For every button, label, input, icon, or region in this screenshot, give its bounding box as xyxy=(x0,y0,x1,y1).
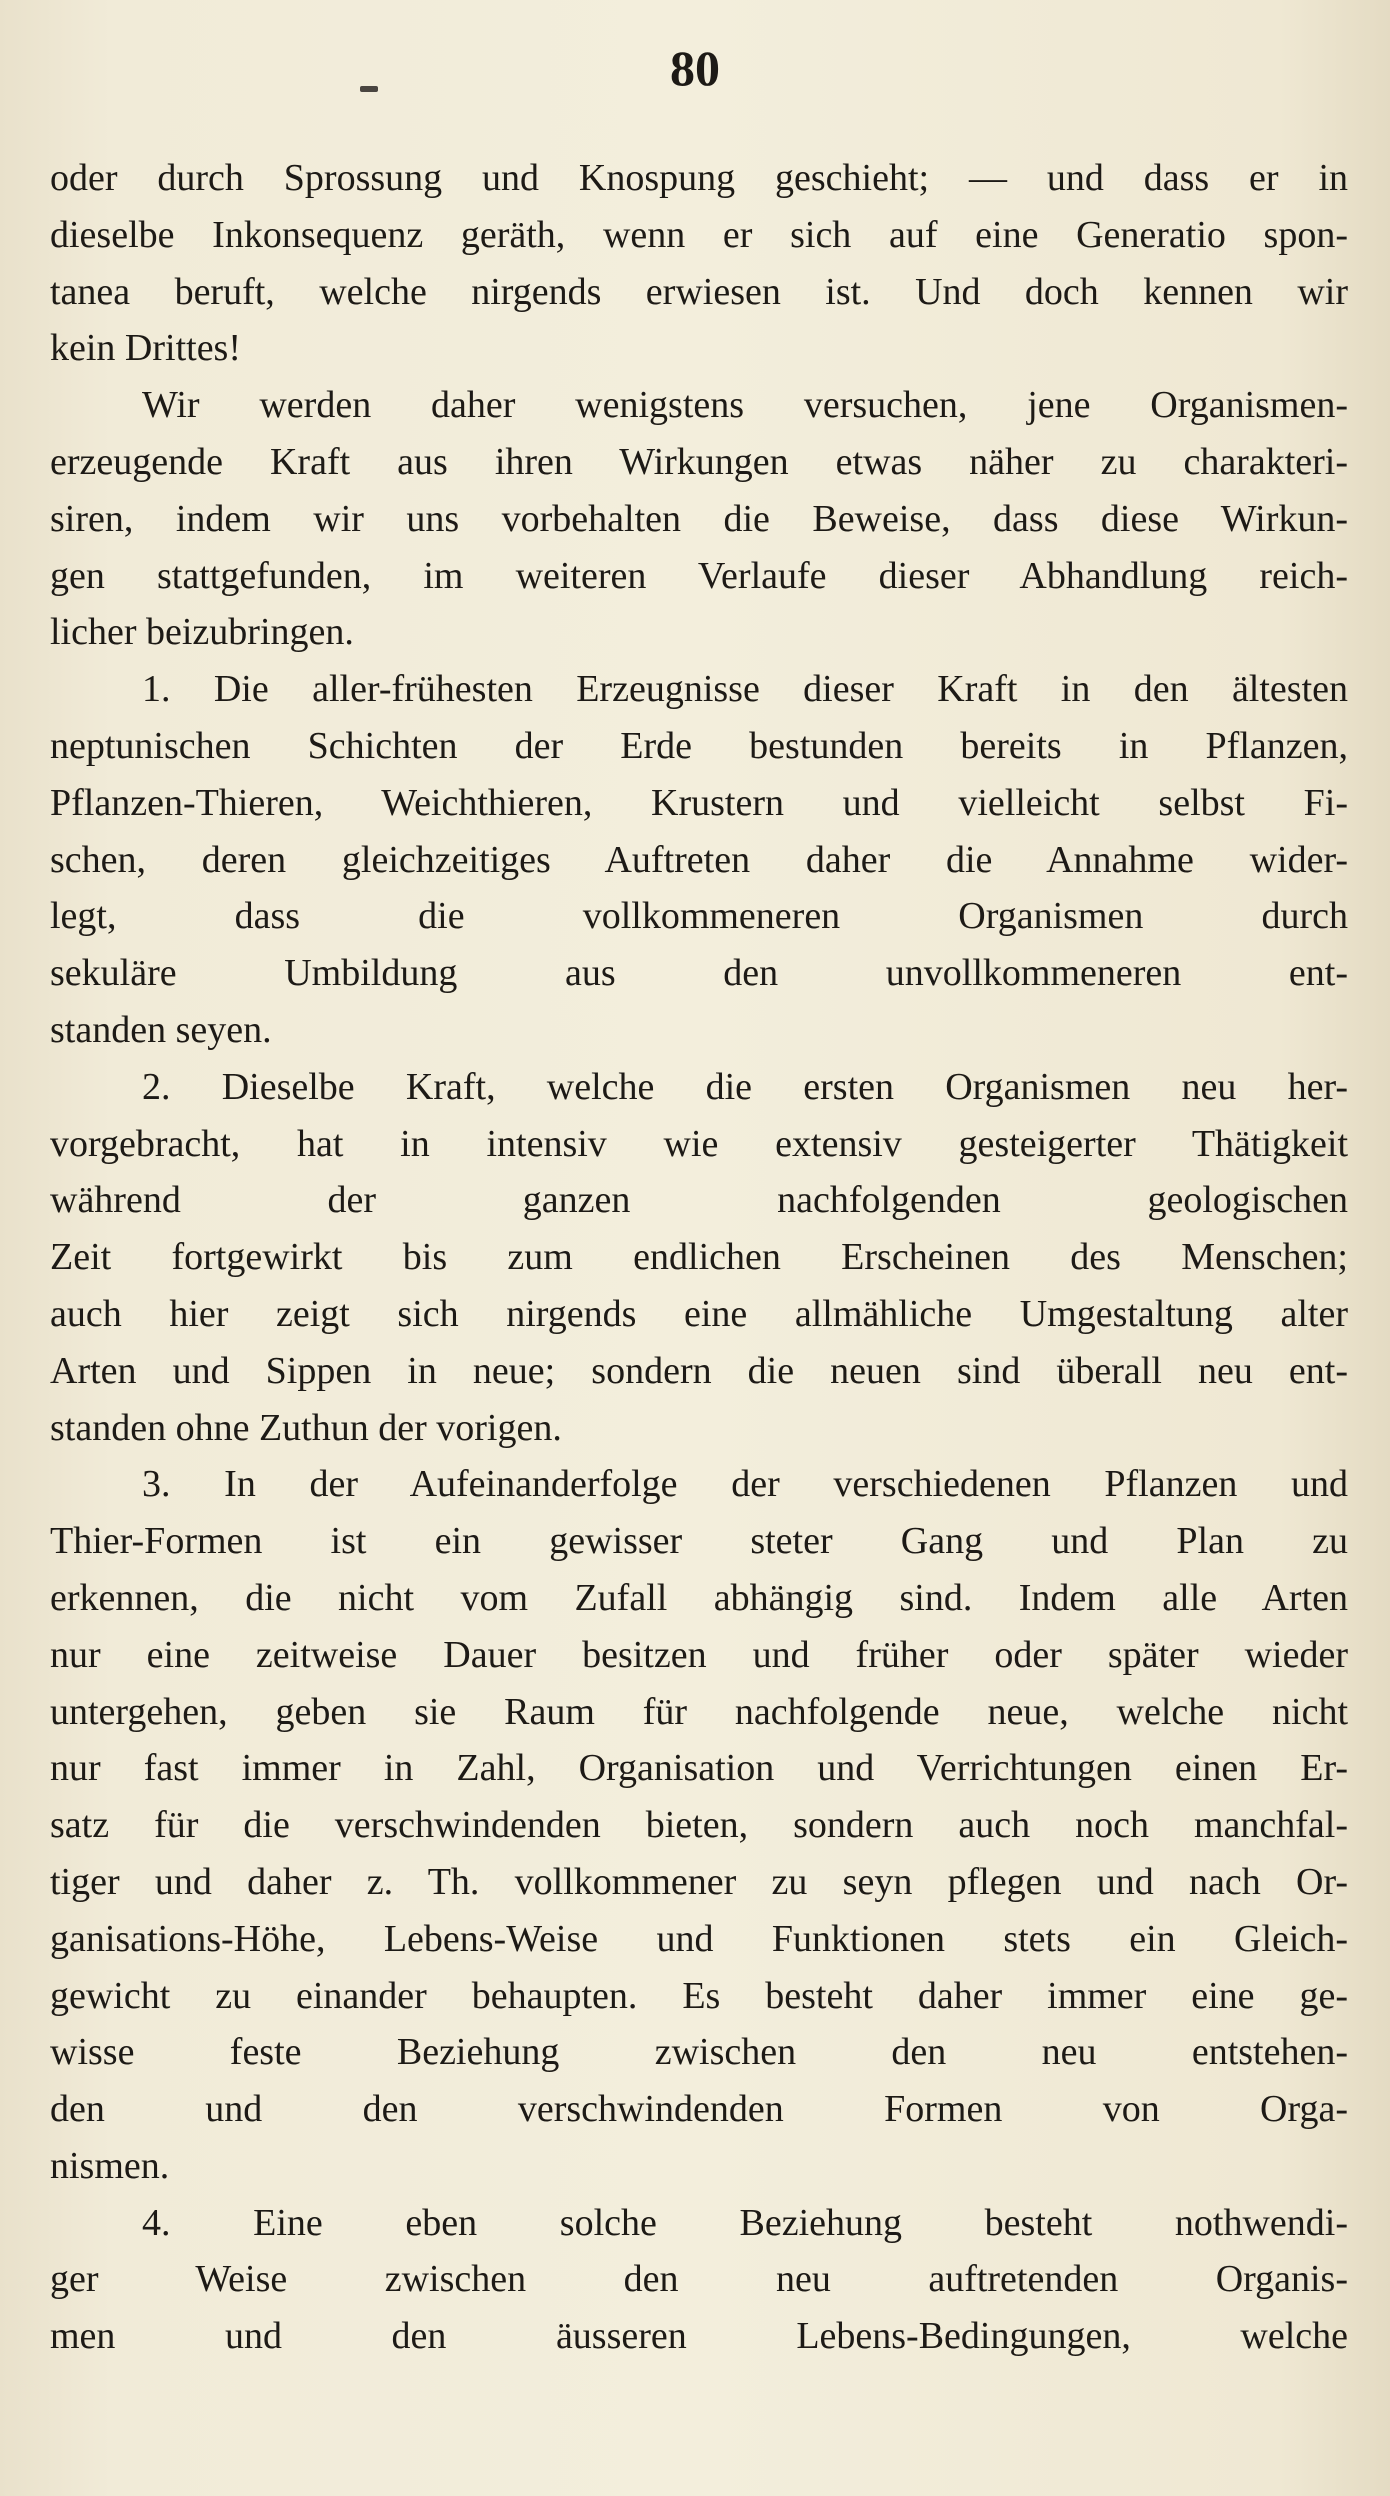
text-line: tiger und daher z. Th. vollkommener zu seyn pflegen und nach Or- xyxy=(50,1860,1348,1903)
text-line: 1. Die aller-frühesten Erzeugnisse dieser Kraft in den ältesten xyxy=(142,668,1348,711)
text-line: Pflanzen-Thieren, Weichthieren, Krustern und vielleicht selbst Fi- xyxy=(50,781,1348,824)
text-line: Zeit fortgewirkt bis zum endlichen Erscheinen des Menschen; xyxy=(50,1236,1348,1279)
body-text xyxy=(50,150,1348,2365)
text-line: dieselbe Inkonsequenz geräth, wenn er sich auf eine Generatio spon- xyxy=(50,213,1348,256)
text-line: wisse feste Beziehung zwischen den neu entstehen- xyxy=(50,2031,1348,2074)
text-line: 2. Dieselbe Kraft, welche die ersten Organismen neu her- xyxy=(142,1065,1348,1108)
text-line: Wir werden daher wenigstens versuchen, jene Organismen- xyxy=(142,384,1348,427)
text-line: ger Weise zwischen den neu auftretenden Organis- xyxy=(50,2258,1348,2301)
text-line: den und den verschwindenden Formen von Orga- xyxy=(50,2088,1348,2131)
text-line: sekuläre Umbildung aus den unvollkommeneren ent- xyxy=(50,952,1348,995)
text-line: licher beizubringen. xyxy=(50,611,354,654)
text-line: standen seyen. xyxy=(50,1008,272,1051)
text-line: nur fast immer in Zahl, Organisation und Verrichtungen einen Er- xyxy=(50,1747,1348,1790)
text-line: 4. Eine eben solche Beziehung besteht nothwendi- xyxy=(142,2201,1348,2244)
text-line: während der ganzen nachfolgenden geologischen xyxy=(50,1179,1348,1222)
text-line: gewicht zu einander behaupten. Es besteht daher immer eine ge- xyxy=(50,1974,1348,2017)
text-line: men und den äusseren Lebens-Bedingungen, welche xyxy=(50,2315,1348,2358)
text-line: legt, dass die vollkommeneren Organismen durch xyxy=(50,895,1348,938)
text-line: Arten und Sippen in neue; sondern die neuen sind überall neu ent- xyxy=(50,1349,1348,1392)
text-line: auch hier zeigt sich nirgends eine allmähliche Umgestaltung alter xyxy=(50,1292,1348,1335)
text-line: tanea beruft, welche nirgends erwiesen ist. Und doch kennen wir xyxy=(50,270,1348,313)
text-line: erkennen, die nicht vom Zufall abhängig sind. Indem alle Arten xyxy=(50,1576,1348,1619)
text-line: ganisations-Höhe, Lebens-Weise und Funktionen stets ein Gleich- xyxy=(50,1917,1348,1960)
text-line: oder durch Sprossung und Knospung geschieht; — und dass er in xyxy=(50,157,1348,199)
text-line: untergehen, geben sie Raum für nachfolgende neue, welche nicht xyxy=(50,1690,1348,1733)
text-line: nur eine zeitweise Dauer besitzen und früher oder später wieder xyxy=(50,1633,1348,1676)
text-line: kein Drittes! xyxy=(50,327,242,370)
text-line: neptunischen Schichten der Erde bestunden bereits in Pflanzen, xyxy=(50,724,1348,767)
text-line: satz für die verschwindenden bieten, sondern auch noch manchfal- xyxy=(50,1804,1348,1847)
text-line: siren, indem wir uns vorbehalten die Beweise, dass diese Wirkun- xyxy=(50,497,1348,540)
text-line: 3. In der Aufeinanderfolge der verschiedenen Pflanzen und xyxy=(142,1463,1348,1506)
text-line: gen stattgefunden, im weiteren Verlaufe dieser Abhandlung reich- xyxy=(50,554,1348,597)
text-line: vorgebracht, hat in intensiv wie extensiv gesteigerter Thätigkeit xyxy=(50,1122,1348,1165)
page-number: 80 xyxy=(670,40,720,96)
text-line: standen ohne Zuthun der vorigen. xyxy=(50,1406,562,1449)
text-line: nismen. xyxy=(50,2144,170,2187)
text-line: schen, deren gleichzeitiges Auftreten daher die Annahme wider- xyxy=(50,838,1348,881)
text-line: erzeugende Kraft aus ihren Wirkungen etwas näher zu charakteri- xyxy=(50,440,1348,483)
text-line: Thier-Formen ist ein gewisser steter Gang und Plan zu xyxy=(50,1520,1348,1563)
